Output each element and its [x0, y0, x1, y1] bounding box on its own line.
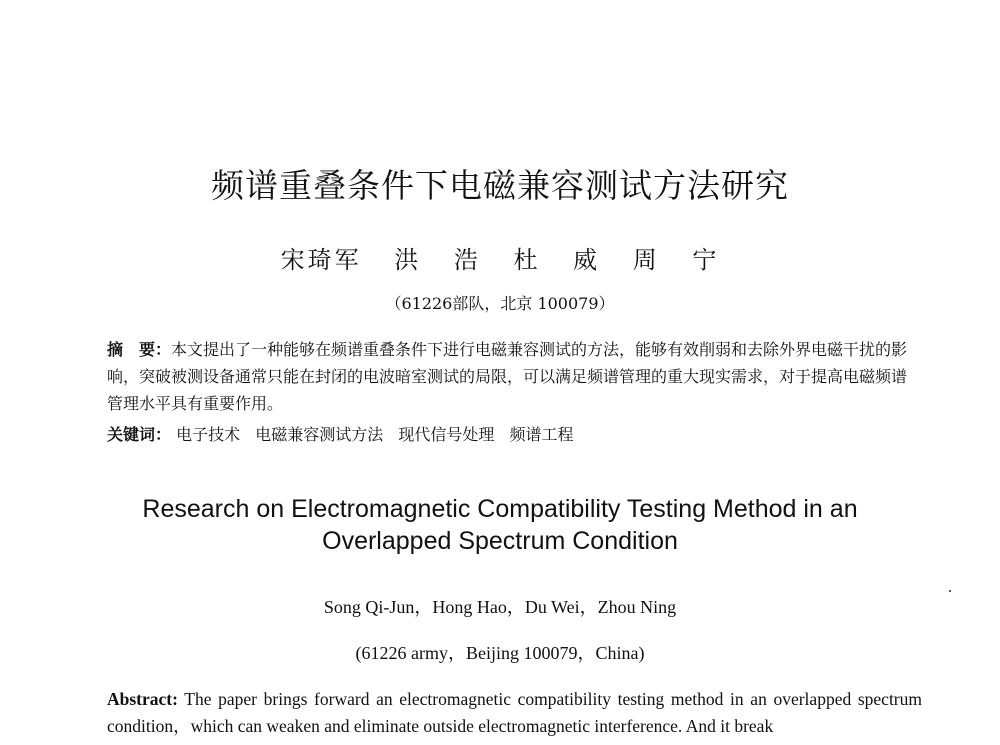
keyword: 现代信号处理 [398, 425, 495, 444]
keyword: 电子技术 [176, 425, 241, 444]
english-title-line-1: Research on Electromagnetic Compatibility Testing Method in an [142, 495, 858, 523]
keyword: 电磁兼容测试方法 [255, 425, 384, 444]
chinese-abstract-label: 摘 要： [107, 340, 172, 359]
english-title-line-2: Overlapped Spectrum Condition [322, 527, 678, 555]
english-abstract-text: The paper brings forward an electromagnetic compatibility testing method in an overlapped spectrum condition，which can weaken and eliminate outside electromagnetic interference. And it break [107, 689, 923, 736]
chinese-title: 频谱重叠条件下电磁兼容测试方法研究 [211, 166, 789, 205]
chinese-abstract [107, 336, 922, 417]
scan-artifact-dot [949, 590, 951, 592]
english-authors: Song Qi-Jun，Hong Hao，Du Wei，Zhou Ning [323, 597, 677, 617]
english-title [60, 493, 940, 557]
chinese-authors: 宋琦军 洪 浩 杜 威 周 宁 [280, 246, 720, 274]
english-affiliation: (61226 army，Beijing 100079，China) [355, 643, 645, 663]
keyword: 频谱工程 [509, 425, 574, 444]
chinese-keywords-label: 关键词： [107, 425, 172, 444]
english-abstract [107, 686, 922, 740]
chinese-abstract-text: 本文提出了一种能够在频谱重叠条件下进行电磁兼容测试的方法，能够有效削弱和去除外界电磁干扰的影响，突破被测设备通常只能在封闭的电波暗室测试的局限，可以满足频谱管理的重大现实需求，对于提高电磁频谱管理水平具有重要作用。 [107, 340, 908, 413]
chinese-affiliation: （61226部队，北京 100079） [385, 294, 615, 313]
english-abstract-label: Abstract: [107, 689, 178, 709]
chinese-keywords [107, 422, 922, 445]
